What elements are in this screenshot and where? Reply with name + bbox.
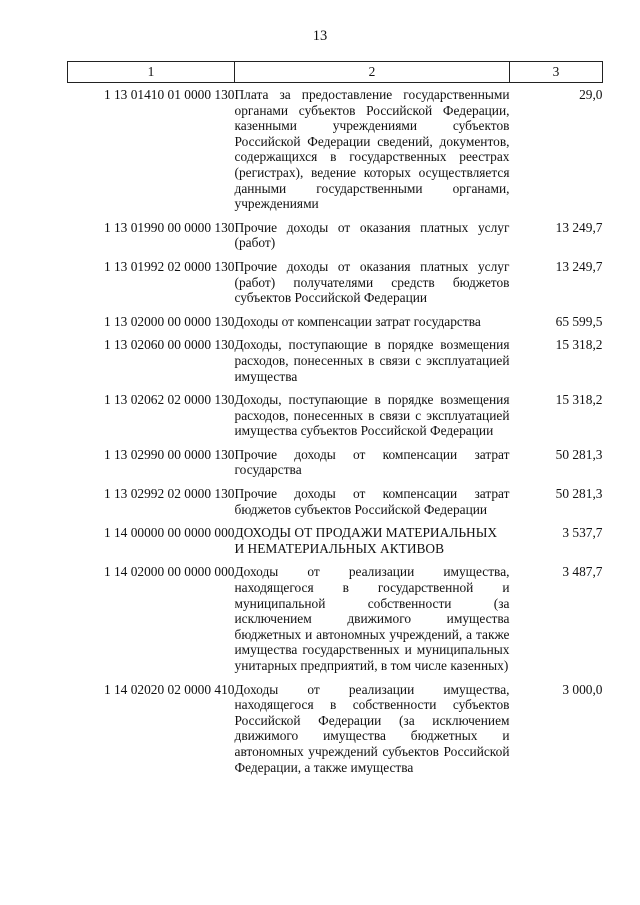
- budget-code-cell: 1 13 02990 00 0000 130: [103, 446, 235, 462]
- revenue-name-cell: Доходы от компенсации затрат государства: [234, 313, 481, 329]
- amount-cell: 3 000,0: [562, 681, 603, 697]
- table-row: [68, 682, 603, 784]
- budget-code-cell: 1 13 02062 02 0000 130: [103, 392, 235, 408]
- amount-cell: 3 537,7: [562, 525, 603, 541]
- revenue-name-cell: Прочие доходы от оказания платных услуг (работ) получателями средств бюджетов субъектов Российской Федерации: [234, 258, 510, 306]
- budget-code-cell: 1 13 01992 02 0000 130: [103, 258, 235, 274]
- page-number: 13: [312, 28, 328, 44]
- revenue-table: [67, 61, 603, 783]
- budget-code-cell: 1 14 02020 02 0000 410: [103, 681, 235, 697]
- revenue-name-cell: Доходы, поступающие в порядке возмещения расходов, понесенных в связи с эксплуатацией имущества субъектов Российской Федерации: [234, 392, 510, 439]
- revenue-name-cell: Прочие доходы от компенсации затрат бюджетов субъектов Российской Федерации: [234, 486, 510, 517]
- amount-cell: 15 318,2: [555, 337, 603, 353]
- table-row: [68, 525, 603, 564]
- table-row: [68, 337, 603, 392]
- revenue-name-cell: Прочие доходы от компенсации затрат государства: [234, 446, 510, 478]
- table-row: [68, 392, 603, 447]
- budget-code-cell: 1 14 02000 00 0000 000: [103, 564, 235, 580]
- table-body: [68, 83, 603, 784]
- column-header-amount: 3: [510, 62, 603, 83]
- table-row: [68, 259, 603, 314]
- revenue-name-cell: Доходы от реализации имущества, находящегося в государственной и муниципальной собственности (за исключением движимого имущества бюджетных и автономных учреждений, а также имущества государственных и муниципальных унитарных предприятий, в том числе казенных): [234, 564, 510, 673]
- revenue-name-cell: ДОХОДЫ ОТ ПРОДАЖИ МАТЕРИАЛЬНЫХ И НЕМАТЕРИАЛЬНЫХ АКТИВОВ: [234, 525, 498, 556]
- budget-code-cell: 1 13 02000 00 0000 130: [103, 313, 235, 329]
- revenue-name-cell: Плата за предоставление государственными органами субъектов Российской Федерации, казенными учреждениями субъектов Российской Федерации сведений, документов, содержащихся в государственных реестрах (регистрах), ведение которых осуществляется данными государственными органами, учреждениями: [234, 87, 510, 212]
- table-row: [68, 486, 603, 525]
- column-header-code: 1: [68, 62, 235, 83]
- amount-cell: 13 249,7: [555, 258, 603, 274]
- table-row: [68, 564, 603, 681]
- revenue-name-cell: Доходы от реализации имущества, находящегося в собственности субъектов Российской Федерации (за исключением движимого имущества бюджетных и автономных учреждений субъектов Российской Федерации, а также имущества: [234, 681, 510, 775]
- amount-cell: 13 249,7: [555, 219, 603, 235]
- budget-code-cell: 1 13 02060 00 0000 130: [103, 337, 235, 353]
- revenue-name-cell: Доходы, поступающие в порядке возмещения расходов, понесенных в связи с эксплуатацией имущества: [234, 337, 510, 384]
- amount-cell: 50 281,3: [555, 486, 603, 502]
- table-row: [68, 220, 603, 259]
- budget-code-cell: 1 14 00000 00 0000 000: [103, 525, 235, 541]
- amount-cell: 3 487,7: [562, 564, 603, 580]
- table-row: [68, 83, 603, 220]
- table-row: [68, 447, 603, 486]
- column-header-name: 2: [235, 62, 510, 83]
- amount-cell: 15 318,2: [555, 392, 603, 408]
- budget-code-cell: 1 13 01990 00 0000 130: [103, 219, 235, 235]
- budget-code-cell: 1 13 02992 02 0000 130: [103, 486, 235, 502]
- table-row: [68, 314, 603, 338]
- amount-cell: 50 281,3: [555, 446, 603, 462]
- revenue-name-cell: Прочие доходы от оказания платных услуг (работ): [234, 219, 510, 251]
- amount-cell: 65 599,5: [555, 313, 603, 329]
- table-header: [68, 62, 603, 83]
- budget-code-cell: 1 13 01410 01 0000 130: [103, 87, 235, 102]
- amount-cell: 29,0: [579, 87, 603, 102]
